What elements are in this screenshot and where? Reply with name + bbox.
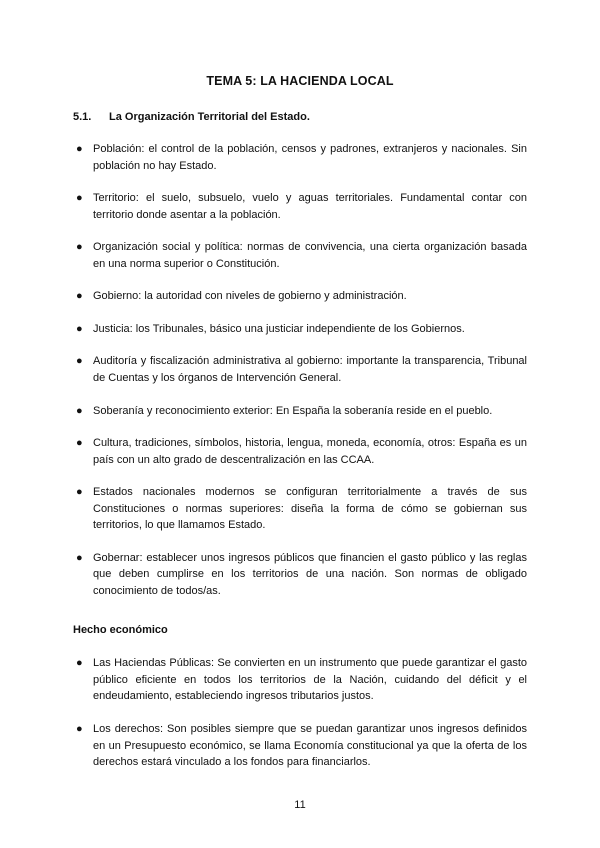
bullet-icon: ● bbox=[76, 551, 83, 564]
bullet-icon: ● bbox=[76, 657, 83, 669]
list-item: ● Gobernar: establecer unos ingresos públicos que financien el gasto público y las reglas que deben cumplirse en los territorios de una nación. Son normas de obligado conocimiento de todos/as. bbox=[76, 551, 527, 597]
list-item: ● Gobierno: la autoridad con niveles de gobierno y administración. bbox=[73, 288, 527, 305]
list-item: ● Justicia: los Tribunales, básico una justiciar independiente de los Gobiernos. bbox=[73, 321, 527, 338]
section-heading-text: La Organización Territorial del Estado. bbox=[109, 111, 310, 123]
list-item: ● Auditoría y fiscalización administrativa al gobierno: importante la transparencia, Tribunal de Cuentas y los órganos de Intervención General. bbox=[76, 355, 527, 384]
bullet-icon: ● bbox=[76, 355, 83, 368]
list-item: ● Cultura, tradiciones, símbolos, historia, lengua, moneda, economía, otros: España es un país con un alto grado de descentralización en las CCAA. bbox=[76, 437, 527, 466]
bullet-icon: ● bbox=[76, 437, 83, 450]
list-item: ● Territorio: el suelo, subsuelo, vuelo y aguas territoriales. Fundamental contar con territorio donde asentar a la población. bbox=[76, 192, 527, 221]
page-number: 11 bbox=[294, 799, 306, 811]
bullet-icon: ● bbox=[76, 404, 83, 417]
bullet-icon: ● bbox=[76, 143, 83, 155]
section-number: 5.1. bbox=[73, 111, 92, 123]
bullet-icon: ● bbox=[76, 241, 83, 254]
list-item: ● Los derechos: Son posibles siempre que se puedan garantizar unos ingresos definidos en un Presupuesto económico, se llama Economía constitucional ya que la oferta de los derechos estará vinculado a los fondos para financiarlos. bbox=[76, 723, 527, 768]
page-title: TEMA 5: LA HACIENDA LOCAL bbox=[206, 74, 394, 88]
subsection-heading: Hecho económico bbox=[73, 624, 168, 636]
list-item: ● Las Haciendas Públicas: Se convierten en un instrumento que puede garantizar el gasto público eficiente en todos los territorios de la Nación, cuidando del déficit y el endeudamiento, estableciendo ingresos tributarios justos. bbox=[76, 657, 527, 702]
bullet-icon: ● bbox=[76, 192, 83, 205]
bullet-icon: ● bbox=[76, 290, 83, 303]
bullet-icon: ● bbox=[76, 486, 83, 499]
bullet-icon: ● bbox=[76, 322, 83, 335]
list-item: ● Estados nacionales modernos se configuran territorialmente a través de sus Constituciones o normas superiores: diseña la forma de cómo se gobiernan sus territorios, lo que llamamos Estado. bbox=[76, 486, 527, 532]
list-item: ● Soberanía y reconocimiento exterior: En España la soberanía reside en el pueblo. bbox=[73, 403, 527, 420]
section-heading bbox=[73, 111, 310, 123]
list-item: ● Organización social y política: normas de convivencia, una cierta organización basada en una norma superior o Constitución. bbox=[76, 241, 527, 270]
list-item: ● Población: el control de la población, censos y padrones, extranjeros y nacionales. Sin población no hay Estado. bbox=[76, 143, 527, 172]
subsection-bullet-list bbox=[73, 655, 527, 787]
bullet-icon: ● bbox=[76, 723, 83, 735]
section-bullet-list bbox=[73, 141, 527, 615]
